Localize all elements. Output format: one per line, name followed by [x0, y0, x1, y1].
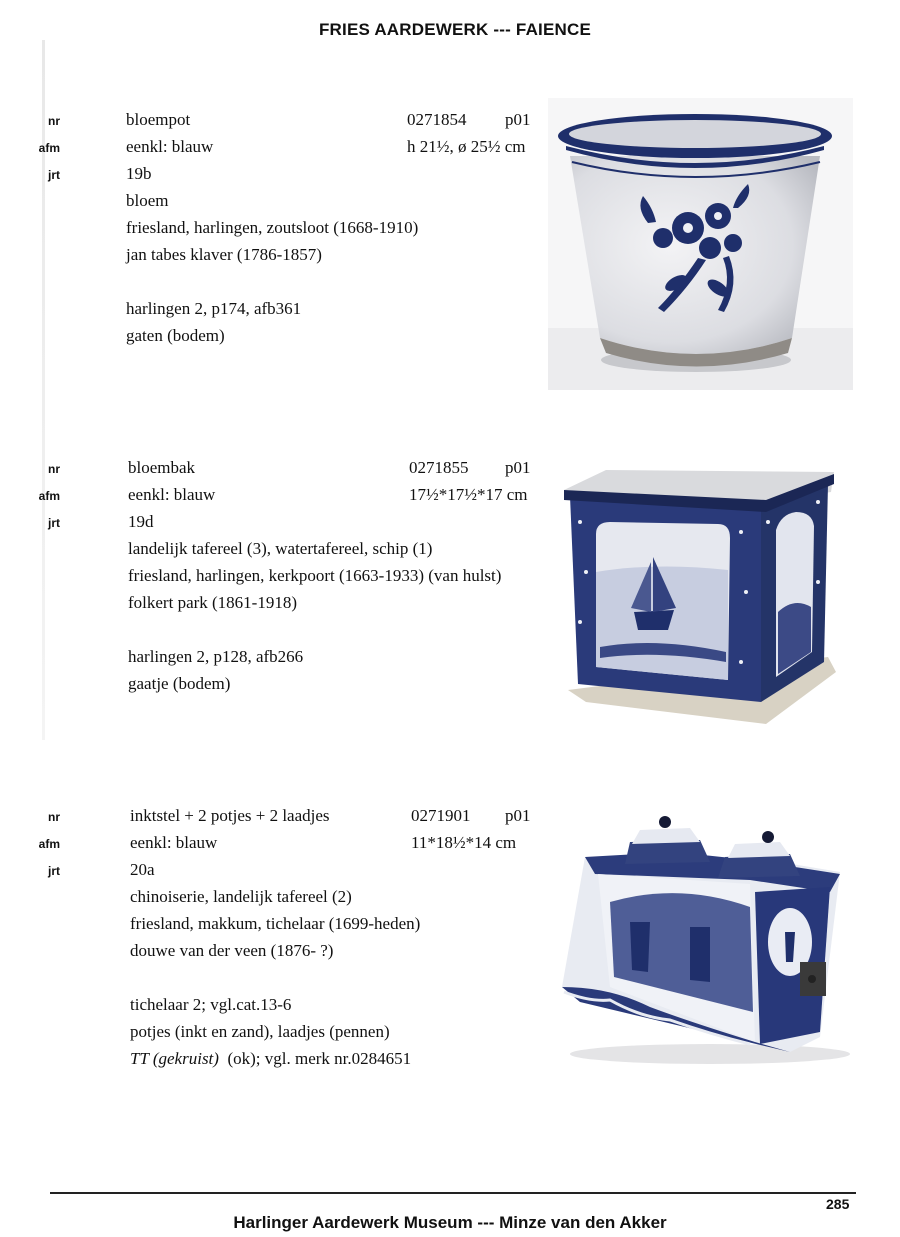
value-literatuur: harlingen 2, p174, afb361	[126, 299, 302, 318]
value-page-ref: p01	[505, 458, 531, 477]
value-datering: 20a	[130, 860, 155, 879]
value-kleur: eenkl: blauw	[128, 485, 216, 504]
value-nr: 0271901	[411, 806, 471, 825]
page-title: FRIES AARDEWERK --- FAIENCE	[318, 20, 592, 39]
inkstand-photo	[550, 812, 855, 1068]
label-nr: nr	[48, 462, 60, 476]
value-schilder: jan tabes klaver (1786-1857)	[126, 245, 322, 264]
label-nr: nr	[48, 810, 60, 824]
label-afm: afm	[38, 141, 60, 155]
value-voorstelling: chinoiserie, landelijk tafereel (2)	[130, 887, 352, 906]
value-datering: 19d	[128, 512, 154, 531]
value-fabrikaat: friesland, harlingen, zoutsloot (1668-1910)	[126, 218, 419, 237]
value-afm: 17½*17½*17 cm	[409, 485, 528, 504]
value-afm: h 21½, ø 25½ cm	[407, 137, 526, 156]
value-page-ref: p01	[505, 110, 531, 129]
value-voorwerp: bloembak	[128, 458, 196, 477]
planter-photo	[556, 462, 856, 728]
value-opmerking: gaten (bodem)	[126, 326, 225, 345]
value-opschrift	[130, 1049, 411, 1069]
value-fabrikaat: friesland, makkum, tichelaar (1699-heden)	[130, 914, 421, 933]
value-opmerking: gaatje (bodem)	[128, 674, 231, 693]
label-afm: afm	[38, 837, 60, 851]
value-datering: 19b	[126, 164, 152, 183]
value-nr: 0271855	[409, 458, 469, 477]
value-voorstelling: bloem	[126, 191, 169, 210]
value-afm: 11*18½*14 cm	[411, 833, 517, 852]
value-literatuur: harlingen 2, p128, afb266	[128, 647, 304, 666]
opschrift-note: (ok); vgl. merk nr.0284651	[227, 1049, 412, 1068]
page-number: 285	[826, 1196, 850, 1212]
value-page-ref: p01	[505, 806, 531, 825]
value-schilder: douwe van der veen (1876- ?)	[130, 941, 334, 960]
value-opmerking: potjes (inkt en zand), laadjes (pennen)	[130, 1022, 390, 1041]
opschrift-mark: TT (gekruist)	[130, 1049, 219, 1068]
flowerpot-photo	[548, 98, 853, 390]
value-nr: 0271854	[407, 110, 467, 129]
footer-text: Harlinger Aardewerk Museum --- Minze van den Akker	[233, 1213, 667, 1232]
label-jrt: jrt	[48, 516, 60, 530]
catalog-entry-1	[0, 110, 900, 410]
value-kleur: eenkl: blauw	[130, 833, 218, 852]
label-jrt: jrt	[48, 168, 60, 182]
value-fabrikaat: friesland, harlingen, kerkpoort (1663-1933) (van hulst)	[128, 566, 502, 585]
value-kleur: eenkl: blauw	[126, 137, 214, 156]
value-schilder: folkert park (1861-1918)	[128, 593, 298, 612]
catalog-entry-3	[0, 806, 900, 1106]
value-voorwerp: bloempot	[126, 110, 191, 129]
value-voorstelling: landelijk tafereel (3), watertafereel, schip (1)	[128, 539, 433, 558]
value-voorwerp: inktstel + 2 potjes + 2 laadjes	[130, 806, 330, 825]
value-literatuur: tichelaar 2; vgl.cat.13-6	[130, 995, 292, 1014]
label-nr: nr	[48, 114, 60, 128]
label-jrt: jrt	[48, 864, 60, 878]
label-afm: afm	[38, 489, 60, 503]
footer-rule	[50, 1192, 856, 1194]
catalog-entry-2	[0, 458, 900, 758]
